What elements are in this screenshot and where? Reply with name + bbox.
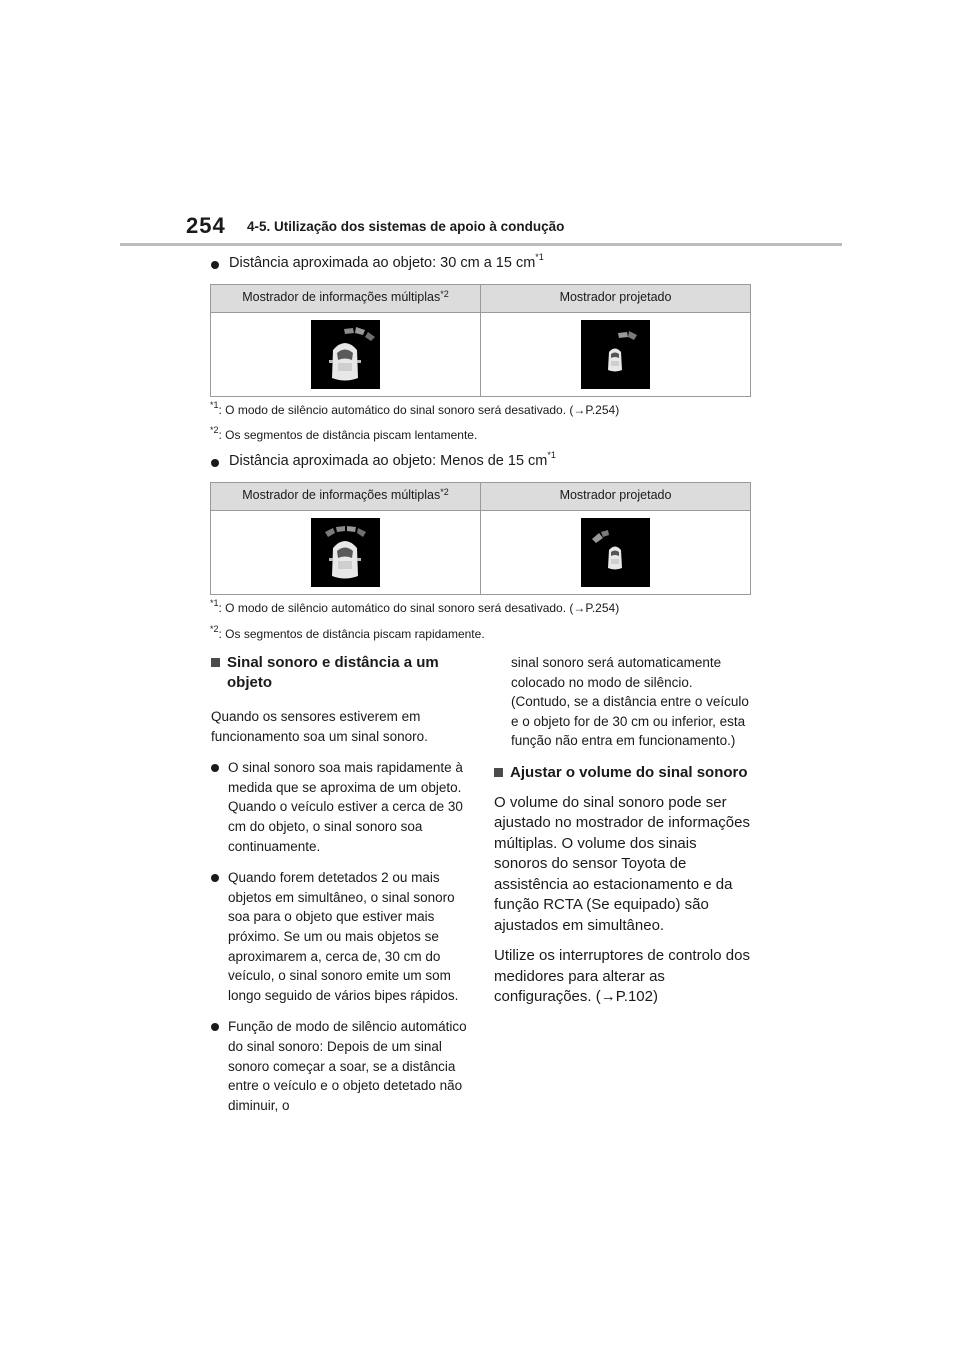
volume-paragraph: O volume do sinal sonoro pode ser ajustado no mostrador de informações múltiplas. O volume dos sinais sonoros do sensor Toyota de assistência ao estacionamento e da função RCTA (Se equipado) são ajustados em simultâneo. (494, 793, 750, 934)
car-icon (329, 541, 361, 579)
bullet-icon (211, 764, 219, 772)
section-heading: Ajustar o volume do sinal sonoro (494, 763, 750, 783)
list-item: Função de modo de silêncio automático do sinal sonoro: Depois de um sinal sonoro começar a soar, se a distância entre o veículo e o objeto detetado não diminuir, o (211, 1017, 467, 1115)
list-item: Quando forem detetados 2 ou mais objetos em simultâneo, o sinal sonoro soa para o objeto que estiver mais próximo. Se um ou mais objetos se aproximarem a, cerca de, 30 cm do veículo, o sinal sonoro emite um som longo seguido de vários bipes rápidos. (211, 868, 467, 1005)
footnote-1: $^{*1}$: O modo de silêncio automático do sinal sonoro será desativado. (→P.254) (210, 400, 620, 417)
sensor-segment-icon (344, 327, 375, 341)
header-divider (120, 243, 842, 246)
projected-display-image (581, 518, 650, 587)
bullet-icon (211, 459, 219, 467)
distance-bullet-1 (211, 252, 544, 271)
distance-bullet-text: Distância aproximada ao objeto: 30 cm a 15 cm (229, 255, 536, 271)
bullet-icon (211, 1023, 219, 1031)
right-column (494, 653, 750, 1008)
projected-display-image (581, 320, 650, 389)
footnote-ref: *1 (547, 450, 556, 460)
table-row (211, 313, 750, 396)
controls-paragraph: Utilize os interruptores de controlo dos medidores para alterar as configurações. (→P.102) (494, 947, 750, 1006)
table-header-row (211, 483, 750, 511)
display-table-1 (210, 284, 751, 397)
bullet-icon (211, 261, 219, 269)
square-bullet-icon (494, 768, 503, 777)
section-title: 4-5. Utilização dos sistemas de apoio à condução (247, 219, 565, 234)
car-icon (608, 547, 622, 570)
distance-bullet-text: Distância aproximada ao objeto: Menos de 15 cm (229, 453, 548, 469)
footnote-2: $^{*2}$: Os segmentos de distância piscam rapidamente. (210, 624, 485, 641)
display-table-2 (210, 482, 751, 595)
table-header-cell: Mostrador projetado (480, 285, 750, 312)
table-cell (480, 511, 750, 594)
section-heading: Sinal sonoro e distância a um objeto (211, 653, 467, 693)
table-cell (211, 511, 480, 594)
left-column (211, 653, 467, 1115)
sensor-segment-icon (618, 331, 637, 340)
table-header-cell: Mostrador de informações múltiplas$^{*2}$ (242, 487, 449, 502)
list-item: O sinal sonoro soa mais rapidamente à medida que se aproxima de um objeto. Quando o veículo estiver a cerca de 30 cm do objeto, o sinal sonoro soa continuamente. (211, 758, 467, 856)
table-cell (480, 313, 750, 396)
page-number: 254 (186, 213, 226, 238)
footnote-1: $^{*1}$: O modo de silêncio automático do sinal sonoro será desativado. (→P.254) (210, 598, 620, 615)
car-icon (329, 343, 361, 381)
table-header-row (211, 285, 750, 313)
distance-bullet-2 (211, 450, 556, 469)
bullet-icon (211, 874, 219, 882)
footnote-ref: *1 (535, 252, 544, 262)
square-bullet-icon (211, 658, 220, 667)
sensor-segment-icon (325, 526, 366, 537)
table-header-cell: Mostrador de informações múltiplas$^{*2}$ (242, 289, 449, 304)
sensor-segment-icon (592, 530, 609, 543)
multi-info-display-image (311, 320, 380, 389)
intro-paragraph: Quando os sensores estiverem em funcionamento soa um sinal sonoro. (211, 709, 428, 744)
car-icon (608, 349, 622, 372)
footnote-2: $^{*2}$: Os segmentos de distância piscam lentamente. (210, 425, 478, 442)
table-cell (211, 313, 480, 396)
table-row (211, 511, 750, 594)
continuation-paragraph: sinal sonoro será automaticamente colocado no modo de silêncio. (Contudo, se a distância entre o veículo e o objeto for de 30 cm ou inferior, esta função não entra em funcionamento.) (511, 655, 749, 749)
table-header-cell: Mostrador projetado (480, 483, 750, 510)
multi-info-display-image (311, 518, 380, 587)
